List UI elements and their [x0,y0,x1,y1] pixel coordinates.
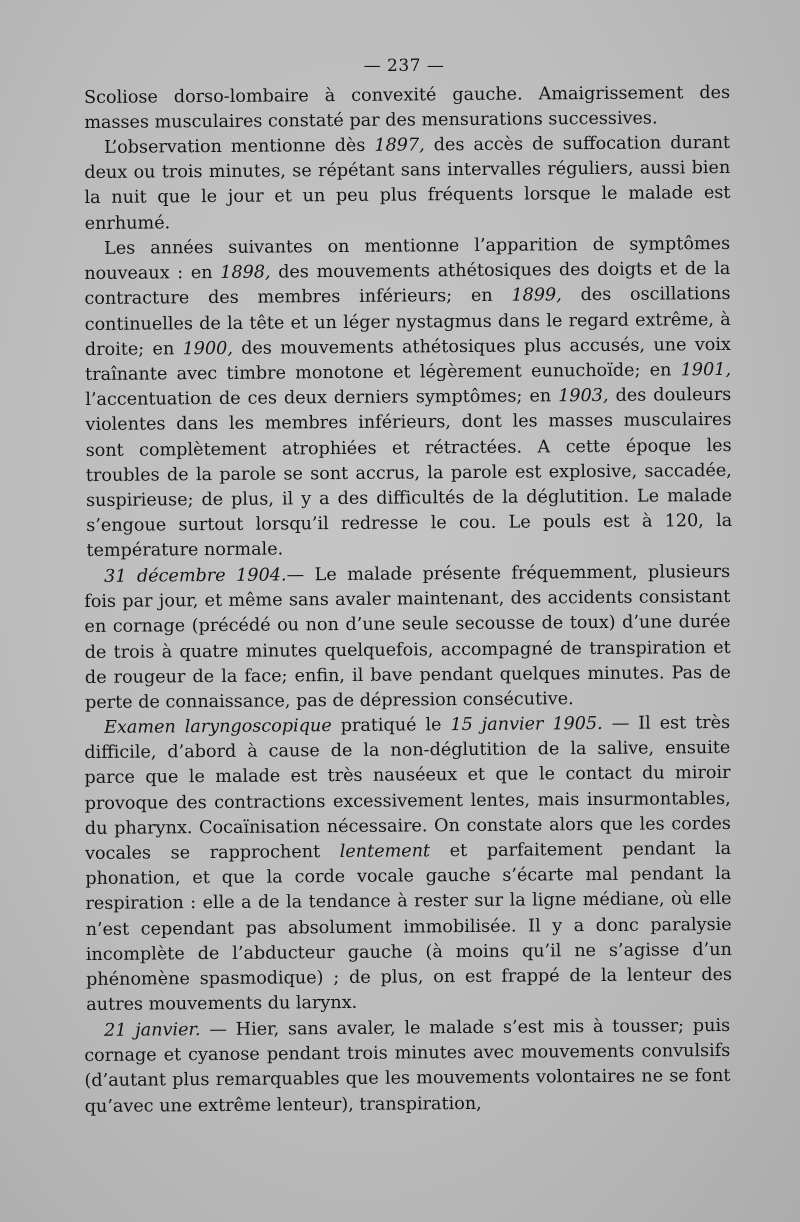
paragraph-symptoms [84,232,733,565]
paragraph-laryngoscopy [84,711,732,1019]
year-1901: 1901, [680,360,732,381]
date-21-january: 21 janvier. [104,1019,201,1041]
year-1898: 1898, [220,262,271,284]
text-segment: l’accentuation de ces deux derniers symptômes; en [85,386,559,411]
text-segment: des mouvements athétosiques plus accusés, une voix traînante avec timbre monotone et légèrement eunuchoïde; en [85,334,731,386]
paragraph-december-1904 [84,560,731,716]
paragraph-21-january [84,1013,731,1119]
text-segment: — Le malade présente fréquemment, plusieurs fois par jour, et même sans avaler maintenant, des accidents consistant en cornage (précédé ou non d’une seule secousse de toux) d’une durée de trois à quatre minutes quelquefois, accompagné de transpiration et de rougeur de la face; enfin, il bave pendant quelques minutes. Pas de perte de connaissance, pas de dépression consécutive. [84,561,731,713]
date-31-december-1904: 31 décembre 1904. [104,565,287,587]
year-1899: 1899, [511,285,562,307]
text-segment: et parfaitement pendant la phonation, et que la corde vocale gauche s’écarte mal pendant la respiration : elle a de la tendance à rester sur la ligne médiane, où elle n’est cependant pas absolument immobilisée. Il y a donc paralysie incomplète de l’abducteur gauche (à moins qu’il ne s’agisse d’un phénomène spasmodique) ; de plus, on est frappé de la lenteur des autres mouvements du larynx. [85,839,733,1016]
text-segment: — Hier, sans avaler, le malade s’est mis à tousser; puis cornage et cyanose pendant trois minutes avec mouvements convulsifs (d’autant plus remarquables que les mouvements volontaires ne se font qu’avec une extrême lenteur), transpiration, [84,1015,731,1117]
paragraph-scoliose: Scoliose dorso-lombaire à convexité gauche. Amaigrissement des masses musculaires constaté par des mensurations successives. [84,82,731,134]
date-15-january-1905: 15 janvier 1905. [450,714,603,736]
year-1903: 1903, [558,386,609,407]
paragraph-observation [84,131,731,237]
text-segment: des mouvements athétosiques des doigts et de la contracture des membres inférieurs; en [84,259,731,310]
emphasis-lentement: lentement [339,841,431,863]
text-segment: des douleurs violentes dans les membres inférieurs, dont les masses musculaires sont complètement atrophiées et rétractées. A cette époque les troubles de la parole se sont accrus, la parole est explosive, saccadée, suspirieuse; de plus, il y a des difficultés de la déglutition. Le malade s’engoue surtout lorsqu’il redresse le cou. Le pouls est à 120, la température normale. [85,385,733,562]
text-segment: Les années suivantes on mentionne l’apparition de symptômes nouveaux : en [84,234,731,285]
year-1897: 1897, [374,135,425,157]
text-segment: des accès de suffocation durant deux ou trois minutes, se répétant sans intervalles réguliers, aussi bien la nuit que le jour et un peu plus fréquents lorsque le malade est enrhumé. [84,133,731,235]
page-number: — 237 — [363,56,445,76]
text-segment: — Il est très difficile, d’abord à cause de la non-déglutition de la salive, ensuite parce que le malade est très nauséeux et que le contact du miroir provoque des contractions excessivement lentes, mais insurmontables, du pharynx. Cocaïnisation nécessaire. On constate alors que les cordes vocales se rapprochent [84,713,731,865]
exam-title: Examen laryngoscopique [104,716,332,738]
text-segment: L’observation mentionne dès [104,136,375,159]
text-segment: pratiqué le [331,715,451,737]
text-segment: des oscillations continuelles de la tête et un léger nystagmus dans le regard extrême, à droite; en [84,284,731,361]
year-1900: 1900, [182,338,233,360]
